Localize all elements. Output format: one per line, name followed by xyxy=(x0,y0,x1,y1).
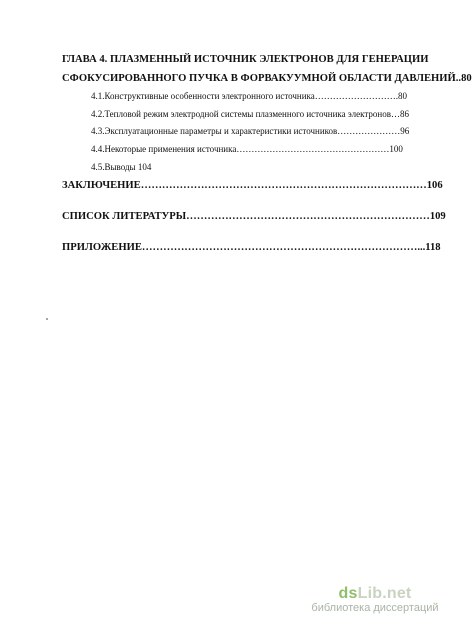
chapter-title-line-2: СФОКУСИРОВАННОГО ПУЧКА В ФОРВАКУУМНОЙ ОБЛАСТИ ДАВЛЕНИЙ..80 xyxy=(62,73,472,84)
toc-entry-4-4: 4.4.Некоторые применения источника……………………………………………100 xyxy=(91,144,403,154)
scan-speck xyxy=(46,318,48,320)
watermark-brand-rest: Lib.net xyxy=(357,585,412,602)
toc-entry-4-5: 4.5.Выводы 104 xyxy=(91,162,152,172)
toc-entry-conclusion: ЗАКЛЮЧЕНИЕ………………………………………………………………………106 xyxy=(62,180,443,191)
toc-entry-references: СПИСОК ЛИТЕРАТУРЫ……………………………………………………………109 xyxy=(62,211,446,222)
toc-entry-appendix: ПРИЛОЖЕНИЕ……………………………………………………………………...118 xyxy=(62,242,441,253)
toc-entry-4-2: 4.2.Тепловой режим электродной системы плазменного источника электронов…86 xyxy=(91,109,409,119)
toc-entry-4-1: 4.1.Конструктивные особенности электронного источника……………………….80 xyxy=(91,91,408,101)
toc-entry-4-3: 4.3.Эксплуатационные параметры и характеристики источников…………………96 xyxy=(91,126,410,136)
watermark-tagline: библиотека диссертаций xyxy=(311,602,439,614)
watermark-brand-prefix: ds xyxy=(338,585,358,602)
watermark-brand xyxy=(310,585,440,602)
chapter-title-line-1: ГЛАВА 4. ПЛАЗМЕННЫЙ ИСТОЧНИК ЭЛЕКТРОНОВ ДЛЯ ГЕНЕРАЦИИ xyxy=(62,54,429,65)
watermark xyxy=(310,585,440,615)
